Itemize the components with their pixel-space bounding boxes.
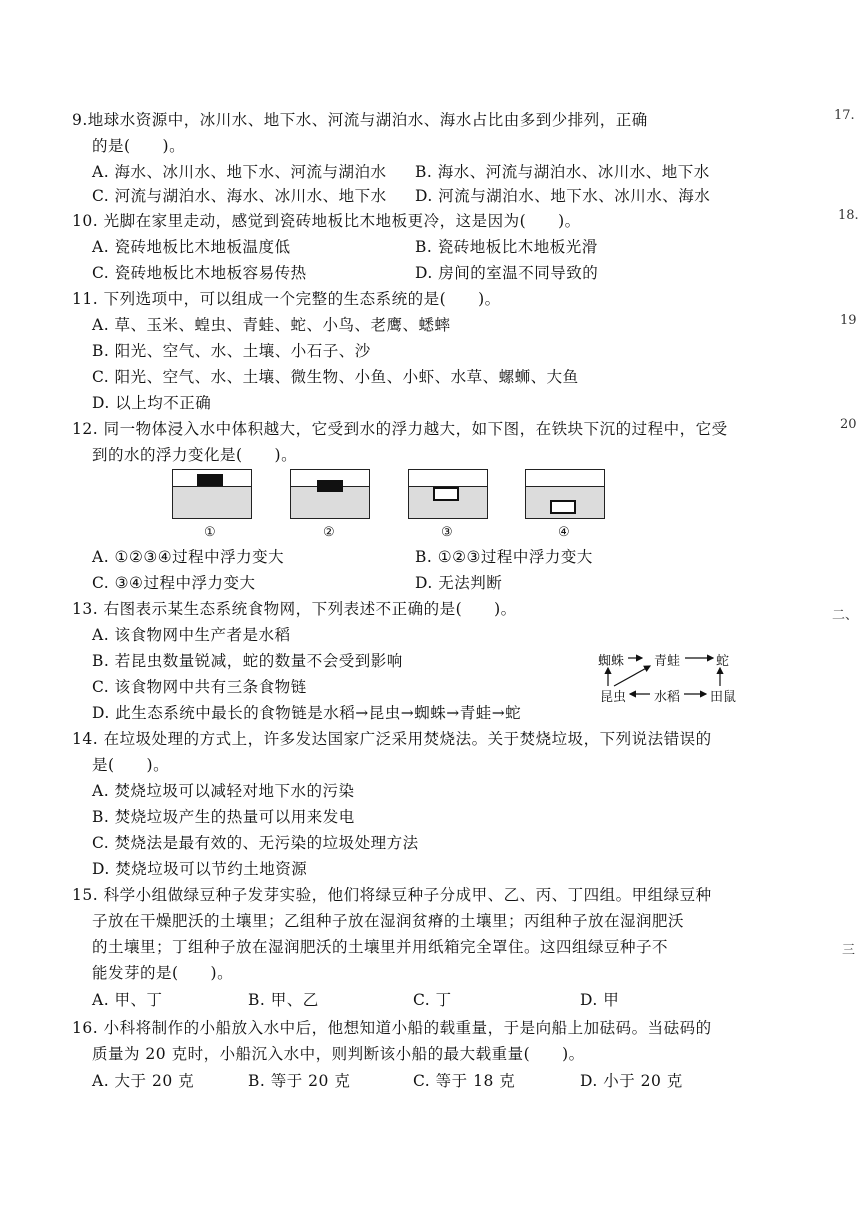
q12-option-d: D. 无法判断 — [415, 574, 503, 592]
q10-option-a: A. 瓷砖地板比木地板温度低 — [92, 238, 291, 256]
q10-stem: 10. 光脚在家里走动，感觉到瓷砖地板比木地板更冷，这是因为( )。 — [72, 212, 581, 230]
beaker-label-1: ① — [204, 525, 216, 540]
q12-option-a: A. ①②③④过程中浮力变大 — [92, 548, 285, 566]
web-vole: 田鼠 — [710, 690, 737, 705]
q12-option-b: B. ①②③过程中浮力变大 — [415, 548, 593, 566]
q14-stem-line2: 是( )。 — [92, 756, 170, 774]
iron-block-3 — [433, 487, 459, 501]
q16-option-b: B. 等于 20 克 — [248, 1072, 351, 1090]
iron-block-1 — [197, 474, 223, 486]
q10-option-b: B. 瓷砖地板比木地板光滑 — [415, 238, 598, 256]
margin-mark-19: 19 — [840, 313, 857, 328]
q12-stem-line2: 到的水的浮力变化是( )。 — [92, 446, 298, 464]
q15-stem-line2: 子放在干燥肥沃的土壤里；乙组种子放在湿润贫瘠的土壤里；丙组种子放在湿润肥沃 — [92, 912, 685, 930]
q9-option-a: A. 海水、冰川水、地下水、河流与湖泊水 — [92, 163, 387, 181]
beaker-1 — [172, 469, 252, 519]
q15-option-a: A. 甲、丁 — [92, 991, 163, 1009]
q13-option-c: C. 该食物网中共有三条食物链 — [92, 678, 307, 696]
margin-section-3: 三 — [842, 943, 856, 958]
q15-stem-line4: 能发芽的是( )。 — [92, 964, 234, 982]
q16-option-c: C. 等于 18 克 — [413, 1072, 516, 1090]
q16-option-a: A. 大于 20 克 — [92, 1072, 195, 1090]
web-snake: 蛇 — [716, 654, 730, 669]
q14-option-c: C. 焚烧法是最有效的、无污染的垃圾处理方法 — [92, 834, 419, 852]
q13-option-a: A. 该食物网中生产者是水稻 — [92, 626, 291, 644]
web-frog: 青蛙 — [654, 654, 681, 669]
q9-stem-line1: 9.地球水资源中，冰川水、地下水、河流与湖泊水、海水占比由多到少排列，正确 — [72, 111, 648, 129]
q16-stem-line2: 质量为 20 克时，小船沉入水中，则判断该小船的最大载重量( )。 — [92, 1045, 585, 1063]
q11-option-b: B. 阳光、空气、水、土壤、小石子、沙 — [92, 342, 371, 360]
iron-block-2 — [317, 480, 343, 492]
q15-stem-line3: 的土壤里；丁组种子放在湿润肥沃的土壤里并用纸箱完全罩住。这四组绿豆种子不 — [92, 938, 669, 956]
web-insect: 昆虫 — [600, 690, 627, 705]
web-rice: 水稻 — [654, 690, 681, 705]
q16-stem-line1: 16. 小科将制作的小船放入水中后，他想知道小船的载重量，于是向船上加砝码。当砝码的 — [72, 1019, 712, 1037]
q12-stem-line1: 12. 同一物体浸入水中体积越大，它受到水的浮力越大，如下图，在铁块下沉的过程中，它受 — [72, 420, 728, 438]
beaker-label-4: ④ — [558, 525, 570, 540]
web-spider: 蜘蛛 — [598, 654, 625, 669]
water-1 — [173, 486, 251, 518]
q9-stem-line2: 的是( )。 — [92, 137, 186, 155]
beaker-3 — [408, 469, 488, 519]
beaker-label-3: ③ — [441, 525, 453, 540]
q9-option-b: B. 海水、河流与湖泊水、冰川水、地下水 — [415, 163, 710, 181]
q9-option-d: D. 河流与湖泊水、地下水、冰川水、海水 — [415, 187, 711, 205]
q14-option-d: D. 焚烧垃圾可以节约土地资源 — [92, 860, 308, 878]
margin-section-2: 二、 — [832, 608, 859, 623]
beaker-label-2: ② — [323, 525, 335, 540]
q15-stem-line1: 15. 科学小组做绿豆种子发芽实验，他们将绿豆种子分成甲、乙、丙、丁四组。甲组绿豆种 — [72, 886, 712, 904]
q10-option-d: D. 房间的室温不同导致的 — [415, 264, 599, 282]
q11-option-d: D. 以上均不正确 — [92, 394, 212, 412]
iron-block-4 — [550, 500, 576, 514]
q14-option-a: A. 焚烧垃圾可以减轻对地下水的污染 — [92, 782, 355, 800]
q15-option-c: C. 丁 — [413, 991, 452, 1009]
margin-mark-18: 18. — [838, 208, 859, 223]
q12-option-c: C. ③④过程中浮力变大 — [92, 574, 256, 592]
q14-option-b: B. 焚烧垃圾产生的热量可以用来发电 — [92, 808, 355, 826]
q13-stem: 13. 右图表示某生态系统食物网，下列表述不正确的是( )。 — [72, 600, 517, 618]
food-web-diagram — [598, 650, 748, 710]
margin-mark-17: 17. — [834, 108, 855, 123]
q11-option-a: A. 草、玉米、蝗虫、青蛙、蛇、小鸟、老鹰、蟋蟀 — [92, 316, 451, 334]
q10-option-c: C. 瓷砖地板比木地板容易传热 — [92, 264, 307, 282]
q9-option-c: C. 河流与湖泊水、海水、冰川水、地下水 — [92, 187, 387, 205]
q13-option-b: B. 若昆虫数量锐减，蛇的数量不会受到影响 — [92, 652, 403, 670]
beaker-4 — [525, 469, 605, 519]
q11-stem: 11. 下列选项中，可以组成一个完整的生态系统的是( )。 — [72, 290, 501, 308]
q14-stem-line1: 14. 在垃圾处理的方式上，许多发达国家广泛采用焚烧法。关于焚烧垃圾，下列说法错误的 — [72, 730, 712, 748]
q11-option-c: C. 阳光、空气、水、土壤、微生物、小鱼、小虾、水草、螺蛳、大鱼 — [92, 368, 579, 386]
beaker-2 — [290, 469, 370, 519]
q15-option-d: D. 甲 — [580, 991, 620, 1009]
q15-option-b: B. 甲、乙 — [248, 991, 319, 1009]
q13-option-d: D. 此生态系统中最长的食物链是水稻→昆虫→蜘蛛→青蛙→蛇 — [92, 704, 522, 722]
margin-mark-20: 20 — [840, 417, 857, 432]
q16-option-d: D. 小于 20 克 — [580, 1072, 683, 1090]
